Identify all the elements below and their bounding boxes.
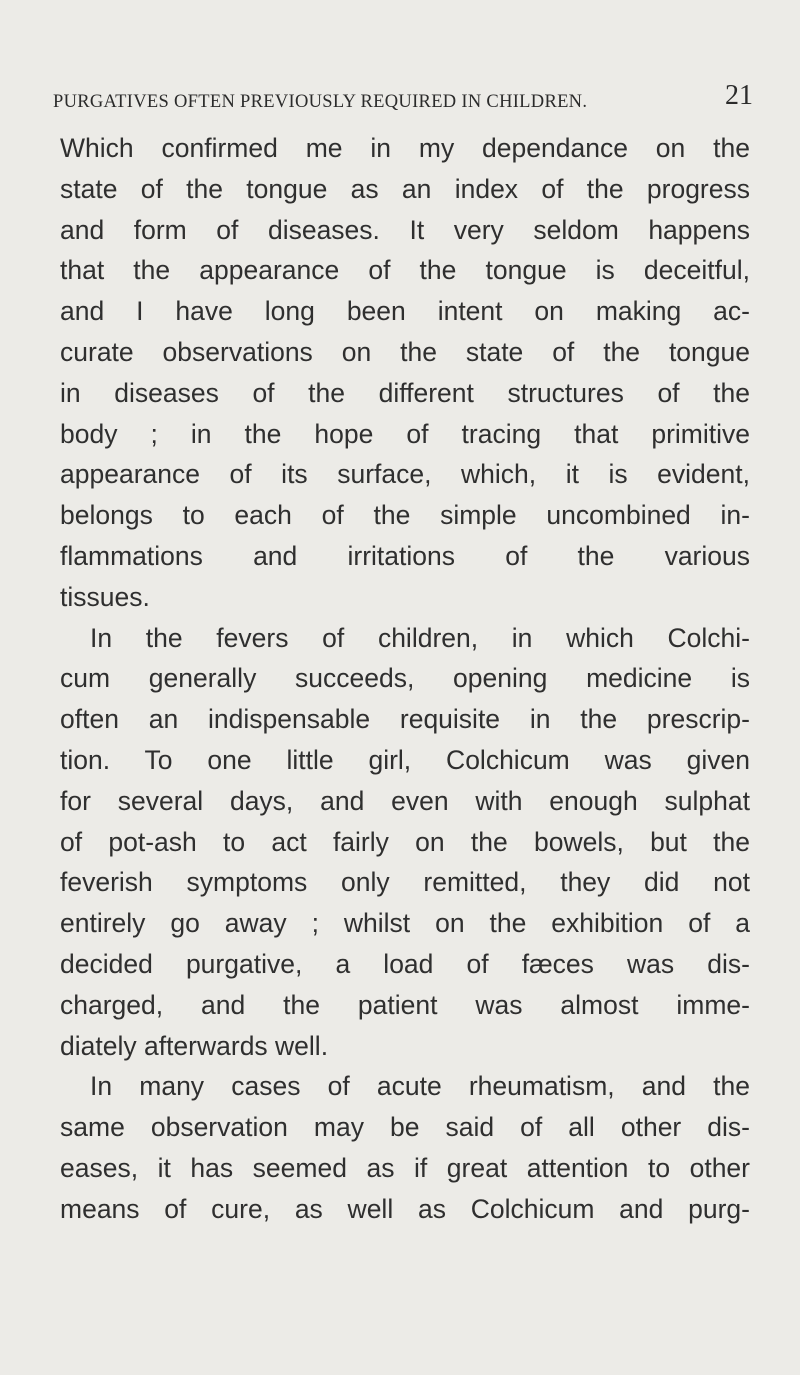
text-line: decided purgative, a load of fæces was dis- (60, 948, 750, 979)
text-line: and form of diseases. It very seldom happens (60, 214, 750, 245)
text-line: cum generally succeeds, opening medicine is (60, 663, 750, 694)
text-line: in diseases of the different structures of the (60, 377, 750, 408)
text-line: Which confirmed me in my dependance on the (60, 133, 750, 163)
paragraph-first-line: In many cases of acute rheumatism, and the (90, 1071, 750, 1102)
text-line: of pot-ash to act fairly on the bowels, but the (60, 826, 750, 857)
text-line: same observation may be said of all other dis- (60, 1112, 750, 1143)
page-number: 21 (725, 80, 753, 111)
text-line: means of cure, as well as Colchicum and purg- (60, 1193, 750, 1224)
text-line: curate observations on the state of the tongue (60, 336, 750, 367)
text-line: diately afterwards well. (60, 1030, 329, 1061)
text-line: feverish symptoms only remitted, they did not (60, 867, 750, 898)
text-line: and I have long been intent on making ac- (60, 296, 750, 327)
text-line: flammations and irritations of the various (60, 540, 750, 571)
text-line: tissues. (60, 581, 150, 612)
body-text (60, 128, 750, 1230)
text-line: tion. To one little girl, Colchicum was given (60, 744, 750, 775)
paragraph-first-line: In the fevers of children, in which Colchi- (90, 622, 750, 653)
text-line: charged, and the patient was almost imme- (60, 989, 750, 1020)
text-line: appearance of its surface, which, it is evident, (60, 459, 750, 490)
text-line: for several days, and even with enough sulphat (60, 785, 750, 816)
text-line: often an indispensable requisite in the prescrip- (60, 704, 750, 735)
text-line: eases, it has seemed as if great attention to other (60, 1152, 750, 1183)
text-line: body ; in the hope of tracing that primitive (60, 418, 750, 449)
page-header (53, 80, 753, 120)
text-line: that the appearance of the tongue is deceitful, (60, 255, 750, 286)
text-line: belongs to each of the simple uncombined in- (60, 500, 750, 531)
text-line: state of the tongue as an index of the progress (60, 173, 750, 204)
text-line: entirely go away ; whilst on the exhibition of a (60, 908, 750, 939)
running-head: PURGATIVES OFTEN PREVIOUSLY REQUIRED IN CHILDREN. (53, 92, 588, 112)
